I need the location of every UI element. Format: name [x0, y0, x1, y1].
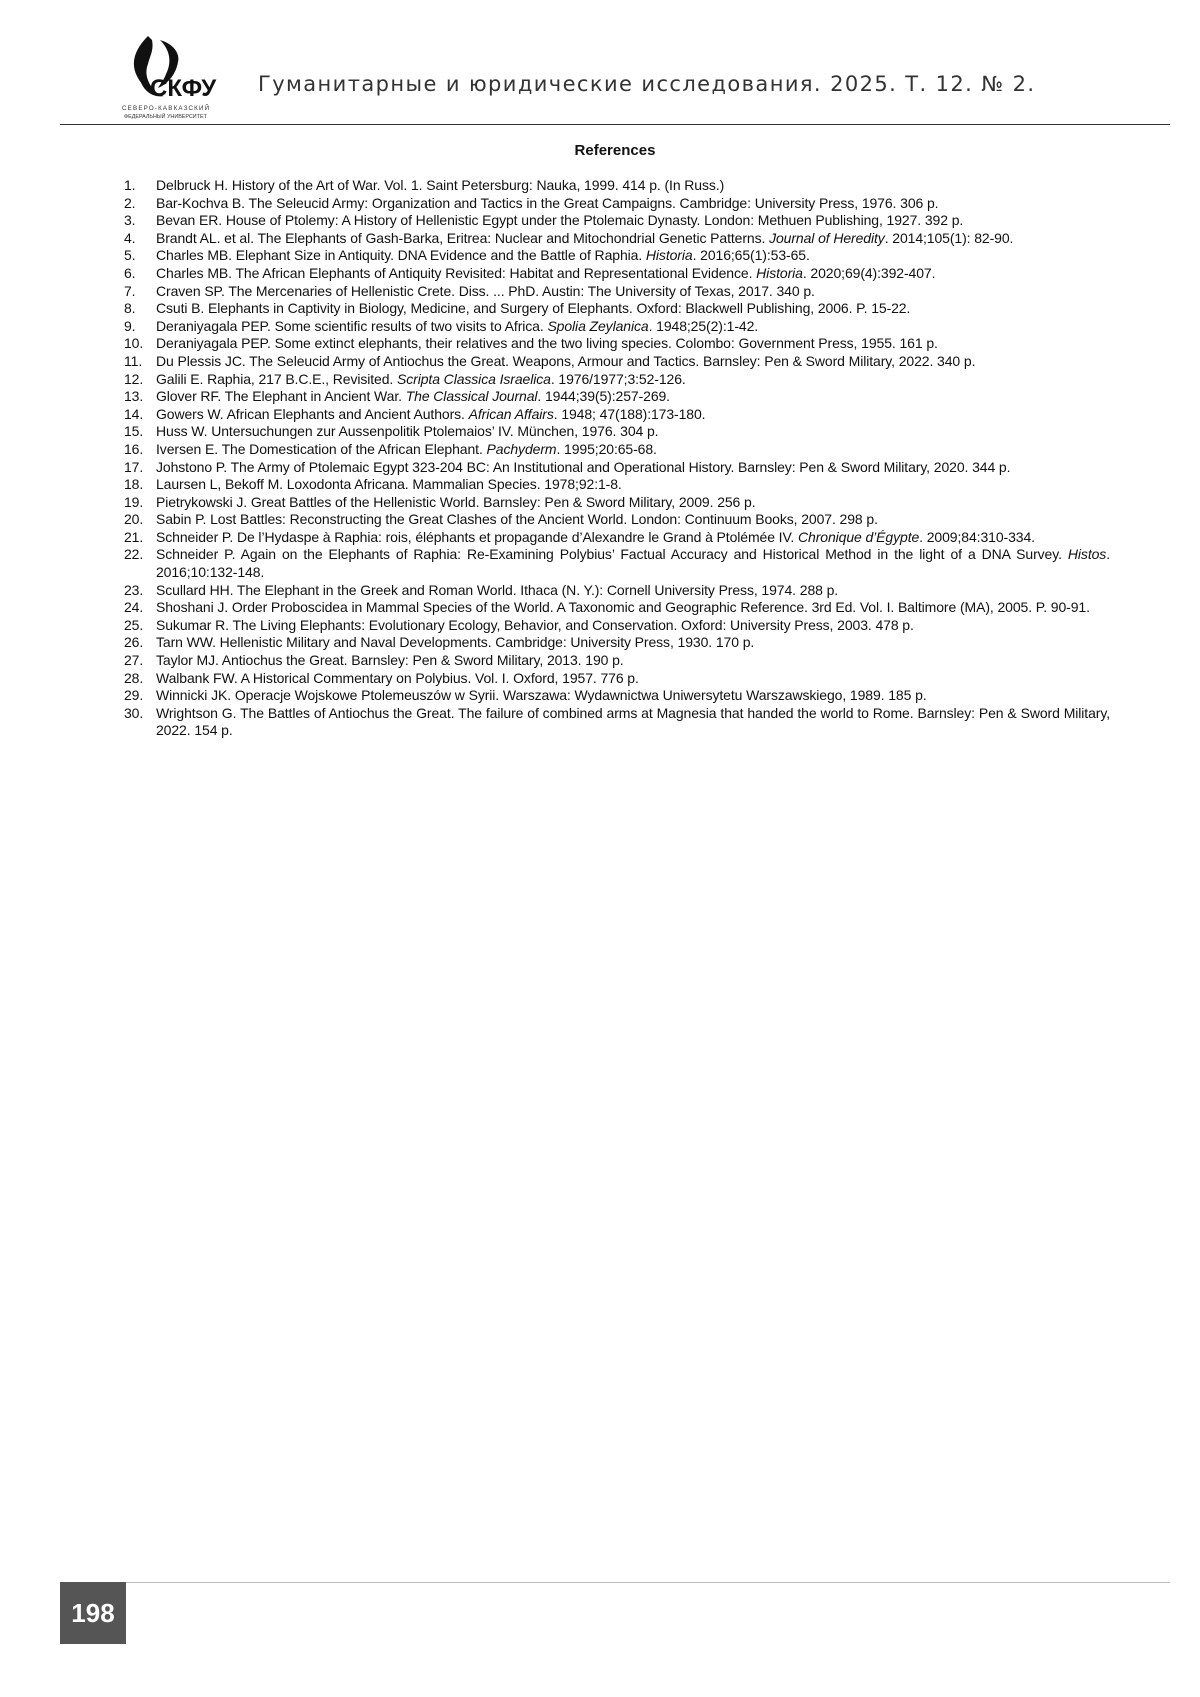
university-logo: [120, 34, 232, 124]
reference-number: 13.: [124, 388, 144, 405]
reference-text: . 2014;105(1): 82-90.: [884, 229, 1014, 246]
reference-item: [124, 406, 1110, 424]
reference-item: [124, 634, 1110, 652]
reference-item: [124, 230, 1110, 248]
page-header: [0, 0, 1200, 130]
reference-text: Tarn WW. Hellenistic Military and Naval Developments. Cambridge: University Press, 1930. 170 p.: [156, 634, 755, 651]
reference-item: [124, 617, 1110, 635]
reference-item: [124, 423, 1110, 441]
reference-text: Delbruck H. History of the Art of War. Vol. 1. Saint Petersburg: Nauka, 1999. 414 p. (In Russ.): [156, 177, 725, 193]
reference-text: . 2016;65(1):53-65.: [692, 247, 810, 264]
reference-text: Laursen L, Bekoff M. Loxodonta Africana. Mammalian Species. 1978;92:1-8.: [156, 476, 622, 493]
reference-source-title: Spolia Zeylanica: [547, 317, 649, 334]
reference-number: 18.: [124, 476, 144, 493]
reference-number: 3.: [124, 212, 136, 229]
reference-number: 21.: [124, 528, 144, 545]
reference-item: [124, 265, 1110, 283]
reference-item: [124, 177, 1110, 195]
reference-number: 30.: [124, 704, 144, 721]
reference-number: 2.: [124, 194, 136, 211]
reference-text: Winnicki JK. Operacje Wojskowe Ptolemeuszów w Syrii. Warszawa: Wydawnictwa Uniwersytetu Warszawskiego, 1989. 185 p.: [156, 687, 927, 704]
reference-number: 17.: [124, 458, 144, 475]
reference-number: 5.: [124, 247, 136, 264]
reference-number: 15.: [124, 423, 144, 440]
reference-item: [124, 371, 1110, 389]
reference-list: [124, 177, 1110, 740]
reference-text: Pietrykowski J. Great Battles of the Hellenistic World. Barnsley: Pen & Sword Military, 2009. 256 p.: [156, 493, 756, 510]
reference-item: [124, 652, 1110, 670]
reference-text: Deraniyagala PEP. Some scientific results of two visits to Africa.: [156, 317, 548, 334]
reference-text: Csuti B. Elephants in Captivity in Biology, Medicine, and Surgery of Elephants. Oxford: Blackwell Publishing, 2006. P. 15-22.: [156, 300, 911, 317]
reference-source-title: Journal of Heredity: [769, 229, 885, 246]
reference-text: Charles MB. The African Elephants of Antiquity Revisited: Habitat and Representational Evidence.: [156, 264, 757, 281]
reference-source-title: Histos: [1067, 546, 1107, 563]
reference-text: Glover RF. The Elephant in Ancient War.: [156, 388, 406, 405]
references-heading: References: [574, 142, 656, 159]
footer-rule: [60, 1582, 1170, 1583]
reference-text: Johstono P. The Army of Ptolemaic Egypt 323-204 BC: An Institutional and Operational History. Barnsley: Pen & Sword Military, 2020. 344 p.: [156, 458, 1011, 475]
reference-text: Walbank FW. A Historical Commentary on Polybius. Vol. I. Oxford, 1957. 776 p.: [156, 669, 639, 686]
reference-text: Gowers W. African Elephants and Ancient Authors.: [156, 405, 469, 422]
reference-item: [124, 599, 1110, 617]
reference-number: 23.: [124, 581, 144, 598]
logo-subtitle-1: СЕВЕРО-КАВКАЗСКИЙ: [122, 105, 211, 112]
logo-text: СКФУ: [150, 75, 217, 102]
reference-item: [124, 441, 1110, 459]
reference-number: 22.: [124, 546, 144, 563]
reference-source-title: African Affairs: [468, 405, 554, 422]
reference-number: 28.: [124, 669, 144, 686]
reference-text: Schneider P. De l’Hydaspe à Raphia: rois, éléphants et propagande d’Alexandre le Grand à Ptolémée IV.: [156, 528, 798, 545]
reference-item: [124, 670, 1110, 688]
reference-number: 24.: [124, 599, 144, 616]
reference-item: [124, 300, 1110, 318]
reference-source-title: Pachyderm: [486, 440, 557, 457]
reference-text: . 2009;84:310-334.: [919, 528, 1035, 545]
reference-text: Du Plessis JC. The Seleucid Army of Antiochus the Great. Weapons, Armour and Tactics. Barnsley: Pen & Sword Military, 2022. 340 p.: [156, 352, 976, 369]
reference-item: [124, 494, 1110, 512]
reference-number: 8.: [124, 300, 136, 317]
reference-number: 27.: [124, 652, 144, 669]
reference-text: Schneider P. Again on the Elephants of Raphia: Re-Examining Polybius’ Factual Accuracy and Historical Method in the light of a DNA Survey.: [156, 546, 1068, 563]
page-number: 198: [60, 1582, 126, 1644]
reference-number: 29.: [124, 687, 144, 704]
reference-text: . 2016;10:132-148.: [156, 546, 1110, 581]
reference-text: Bar-Kochva B. The Seleucid Army: Organization and Tactics in the Great Campaigns. Cambridge: University Press, 1976. 306 p.: [156, 194, 939, 211]
reference-item: [124, 212, 1110, 230]
reference-text: . 1948; 47(188):173-180.: [553, 405, 706, 422]
reference-source-title: Scripta Classica Israelica: [397, 370, 551, 387]
reference-text: Brandt AL. et al. The Elephants of Gash-Barka, Eritrea: Nuclear and Mitochondrial Genetic Patterns.: [156, 229, 770, 246]
reference-item: [124, 195, 1110, 213]
reference-text: Taylor MJ. Antiochus the Great. Barnsley: Pen & Sword Military, 2013. 190 p.: [156, 652, 624, 669]
reference-text: Sabin P. Lost Battles: Reconstructing the Great Clashes of the Ancient World. London: Continuum Books, 2007. 298 p.: [156, 511, 878, 528]
reference-text: . 1976/1977;3:52-126.: [550, 370, 686, 387]
reference-number: 10.: [124, 335, 144, 352]
reference-text: Bevan ER. House of Ptolemy: A History of Hellenistic Egypt under the Ptolemaic Dynasty. London: Methuen Publishing, 1927. 392 p.: [156, 212, 964, 229]
reference-item: [124, 705, 1110, 740]
reference-number: 12.: [124, 370, 144, 387]
reference-number: 11.: [124, 352, 143, 369]
reference-source-title: The Classical Journal: [405, 388, 538, 405]
reference-item: [124, 459, 1110, 477]
reference-text: Shoshani J. Order Proboscidea in Mammal Species of the World. A Taxonomic and Geographic Reference. 3rd Ed. Vol. I. Baltimore (MA), 2005. P. 90-91.: [156, 599, 1090, 616]
reference-item: [124, 247, 1110, 265]
reference-source-title: Chronique d’Égypte: [798, 528, 920, 545]
reference-item: [124, 283, 1110, 301]
reference-text: Scullard HH. The Elephant in the Greek and Roman World. Ithaca (N. Y.): Cornell University Press, 1974. 288 p.: [156, 581, 839, 598]
reference-text: Wrightson G. The Battles of Antiochus the Great. The failure of combined arms at Magnesia that handed the world to Rome. Barnsley: Pen & Sword Military, 2022. 154 p.: [156, 704, 1110, 739]
reference-number: 25.: [124, 616, 144, 633]
reference-item: [124, 335, 1110, 353]
reference-text: Iversen E. The Domestication of the African Elephant.: [156, 440, 487, 457]
reference-number: 6.: [124, 264, 136, 281]
reference-source-title: Historia: [645, 247, 693, 264]
reference-item: [124, 388, 1110, 406]
reference-item: [124, 511, 1110, 529]
reference-number: 20.: [124, 511, 144, 528]
reference-number: 7.: [124, 282, 136, 299]
reference-text: Charles MB. Elephant Size in Antiquity. DNA Evidence and the Battle of Raphia.: [156, 247, 646, 264]
reference-number: 9.: [124, 317, 136, 334]
reference-item: [124, 353, 1110, 371]
reference-number: 14.: [124, 405, 144, 422]
reference-item: [124, 546, 1110, 581]
reference-text: . 1944;39(5):257-269.: [537, 388, 670, 405]
reference-item: [124, 687, 1110, 705]
reference-source-title: Historia: [756, 264, 803, 281]
reference-item: [124, 582, 1110, 600]
reference-number: 4.: [124, 229, 136, 246]
reference-number: 19.: [124, 493, 144, 510]
reference-number: 16.: [124, 440, 144, 457]
reference-item: [124, 476, 1110, 494]
reference-item: [124, 529, 1110, 547]
reference-text: . 2020;69(4):392-407.: [802, 264, 936, 281]
reference-text: Galili E. Raphia, 217 B.C.E., Revisited.: [156, 370, 398, 387]
reference-text: Deraniyagala PEP. Some extinct elephants, their relatives and the two living species. Colombo: Government Press, 1955. 161 p.: [156, 335, 938, 352]
reference-text: . 1948;25(2):1-42.: [648, 317, 759, 334]
reference-number: 1.: [124, 177, 136, 193]
reference-text: Sukumar R. The Living Elephants: Evolutionary Ecology, Behavior, and Conservation. Oxford: University Press, 2003. 478 p.: [156, 616, 914, 633]
reference-item: [124, 318, 1110, 336]
reference-text: Huss W. Untersuchungen zur Aussenpolitik Ptolemaios’ IV. München, 1976. 304 p.: [156, 423, 659, 440]
reference-number: 26.: [124, 634, 144, 651]
reference-text: Craven SP. The Mercenaries of Hellenistic Crete. Diss. ... PhD. Austin: The University of Texas, 2017. 340 p.: [156, 282, 815, 299]
reference-text: . 1995;20:65-68.: [556, 440, 657, 457]
logo-subtitle-2: ФЕДЕРАЛЬНЫЙ УНИВЕРСИТЕТ: [124, 114, 207, 120]
header-rule: [60, 124, 1170, 125]
journal-title: Гуманитарные и юридические исследования. 2025. Т. 12. № 2.: [258, 72, 1036, 96]
